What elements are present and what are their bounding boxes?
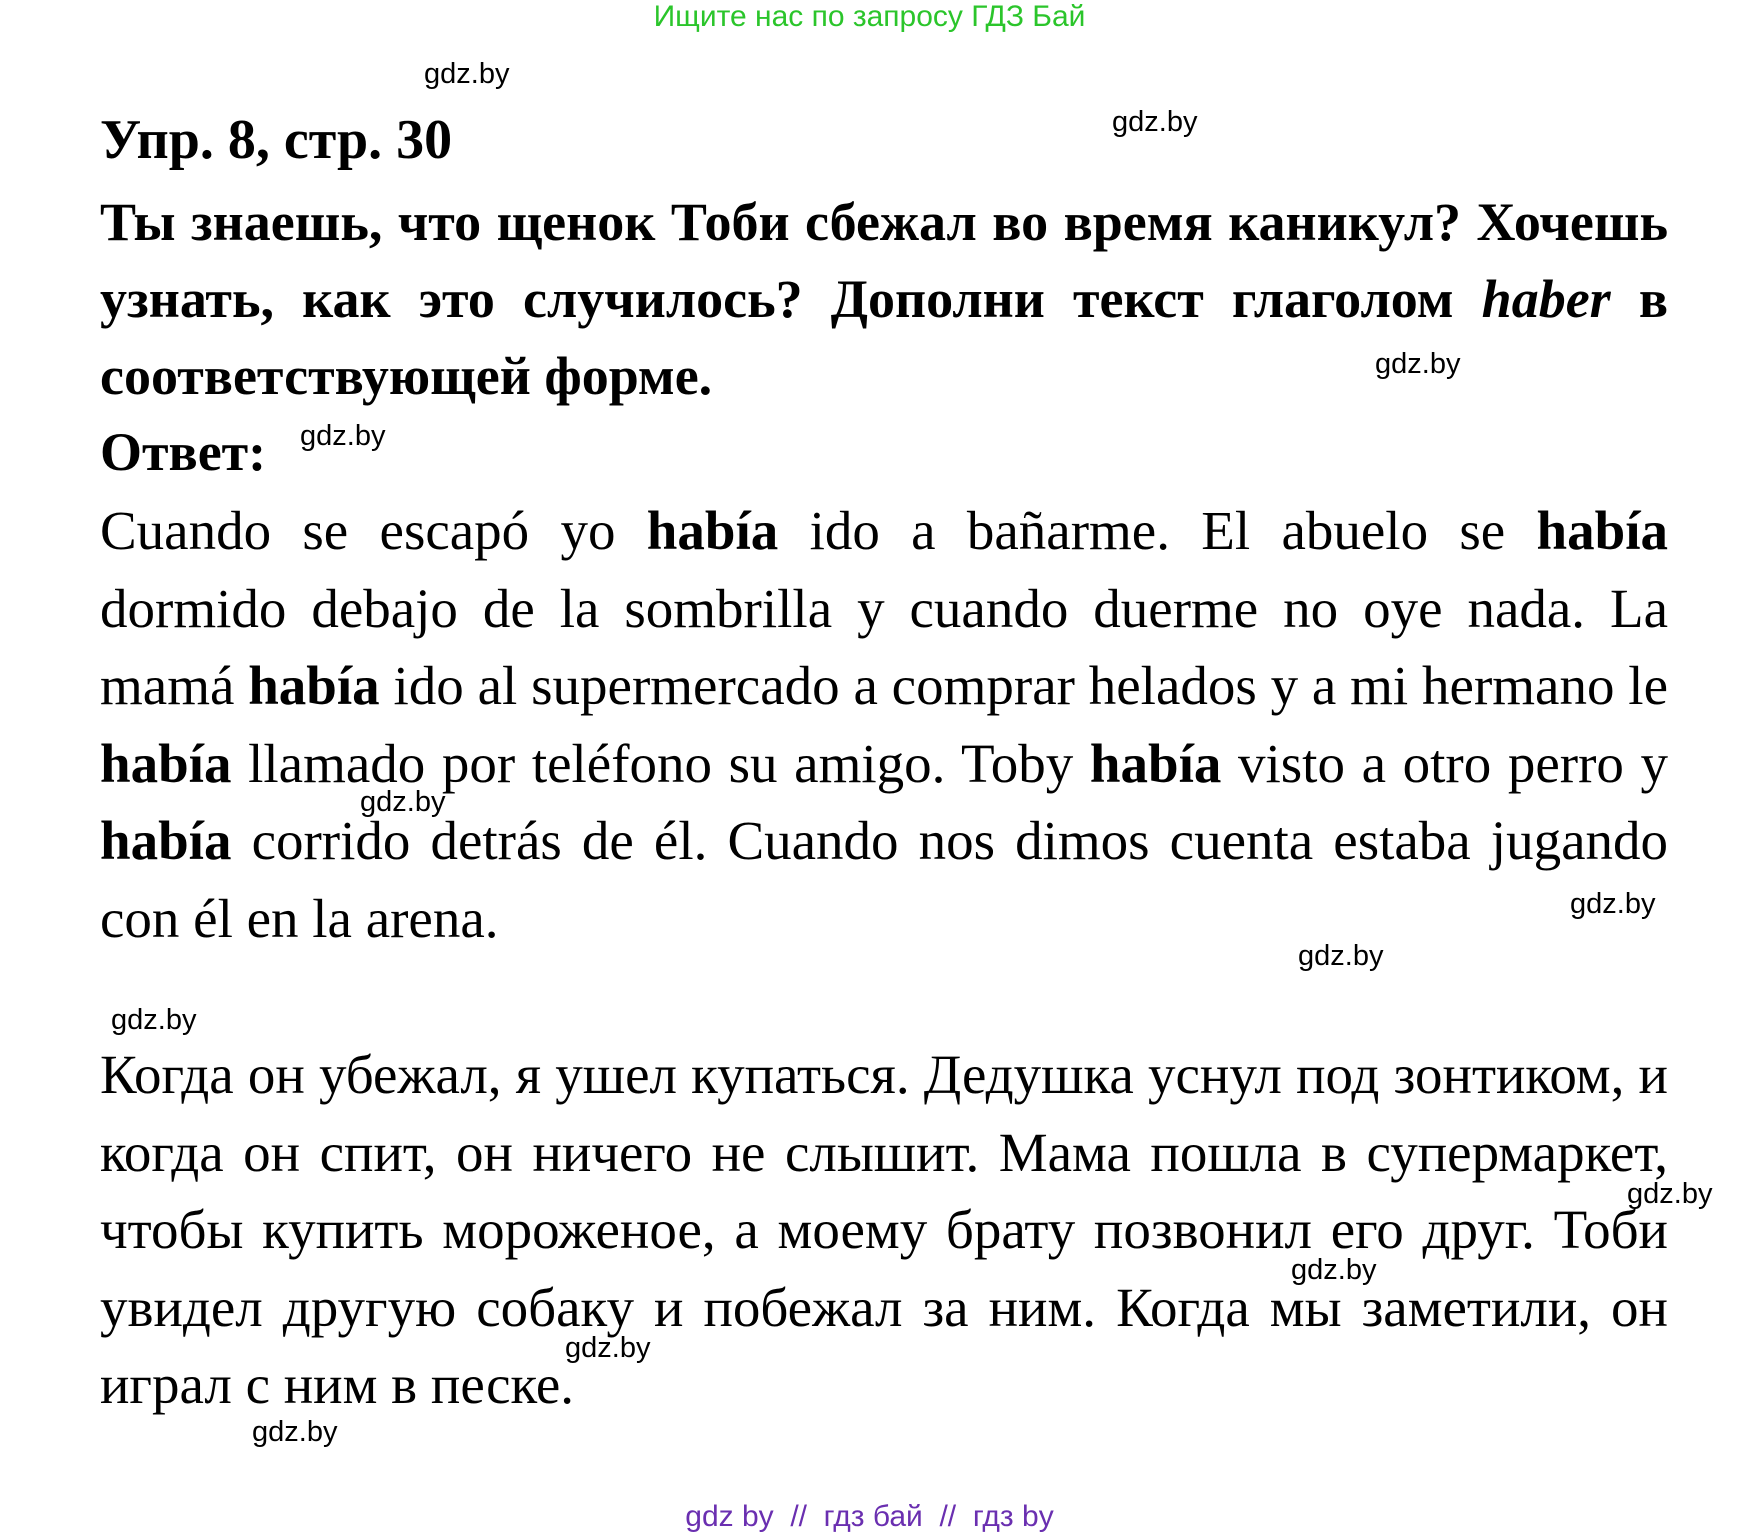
answer-text: corrido detrás de él. Cuando nos dimos cuenta estaba jugando con él en la arena. — [100, 810, 1668, 949]
answer-paragraph — [100, 492, 1668, 957]
answer-verb: había — [646, 500, 779, 561]
watermark: gdz.by — [111, 1004, 197, 1036]
task-statement — [100, 184, 1668, 415]
task-text: Ты знаешь, что щенок Тоби сбежал во время каникул? Хочешь узнать, как это случилось? Дополни текст глаголом — [100, 192, 1668, 329]
answer-text: ido al supermercado a comprar helados y a mi hermano le — [379, 655, 1668, 716]
answer-text: llamado por teléfono su amigo. Toby — [231, 732, 1090, 794]
watermark: gdz.by — [424, 58, 510, 90]
watermark: gdz.by — [1298, 940, 1384, 972]
answer-verb: había — [100, 810, 232, 871]
answer-text: visto a otro perro y — [1221, 732, 1669, 794]
watermark: gdz.by — [1627, 1178, 1713, 1210]
translation-paragraph: Когда он убежал, я ушел купаться. Дедушка уснул под зонтиком, и когда он спит, он ничего не слышит. Мама пошла в супермаркет, чтобы купить мороженое, а моему брату позвонил его друг. Тоби увидел другую собаку и побежал за ним. Когда мы заметили, он играл с ним в песке. — [100, 1044, 1668, 1415]
answer-text: dormido debajo de la sombrilla y cuando duerme no oye nada. La mamá — [100, 577, 1668, 716]
task-text: в соответствующей форме. — [100, 269, 1668, 406]
watermark: gdz.by — [360, 786, 446, 818]
watermark: gdz.by — [1570, 888, 1656, 920]
task-verb: haber — [1481, 269, 1611, 329]
answer-text: Cuando se escapó yo — [100, 500, 647, 561]
answer-text: ido a bañarme. El abuelo se — [778, 500, 1537, 561]
watermark: gdz.by — [300, 420, 386, 452]
watermark: gdz.by — [565, 1332, 651, 1364]
watermark: gdz.by — [1291, 1254, 1377, 1286]
watermark: gdz.by — [1375, 348, 1461, 380]
answer-verb: había — [248, 655, 380, 716]
watermark: gdz.by — [1112, 106, 1198, 138]
answer-verb: había — [1536, 500, 1668, 561]
answer-verb: había — [100, 732, 232, 794]
search-hint-banner: Ищите нас по запросу ГДЗ Бай — [653, 0, 1086, 33]
footer-links: gdz by // гдз бай // гдз by — [685, 1500, 1054, 1533]
answer-verb: había — [1089, 732, 1222, 794]
exercise-heading: Упр. 8, стр. 30 — [100, 109, 453, 171]
answer-label: Ответ: — [100, 422, 267, 482]
watermark: gdz.by — [252, 1416, 338, 1448]
